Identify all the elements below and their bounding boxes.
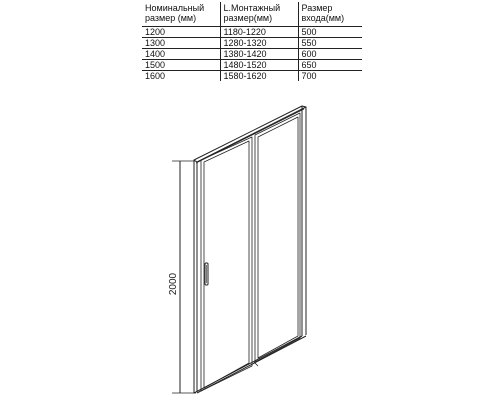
cell-nominal: 1600 — [142, 71, 220, 82]
cell-mounting: 1180-1220 — [220, 27, 298, 38]
door-frame — [194, 106, 306, 393]
header-nominal-size: Номинальный размер (мм) — [145, 3, 205, 23]
height-dimension-label: 2000 — [168, 272, 179, 296]
fixed-panel — [254, 113, 300, 366]
cell-mounting: 1380-1420 — [220, 49, 298, 60]
cell-nominal: 1400 — [142, 49, 220, 60]
cell-entrance: 700 — [298, 71, 362, 82]
cell-nominal: 1500 — [142, 60, 220, 71]
cell-entrance: 650 — [298, 60, 362, 71]
cell-nominal: 1300 — [142, 38, 220, 49]
door-handle-icon — [205, 263, 208, 285]
cell-nominal: 1200 — [142, 27, 220, 38]
sliding-panel — [201, 137, 252, 391]
cell-mounting: 1580-1620 — [220, 71, 298, 82]
header-entrance-size: Размер входа(мм) — [298, 2, 362, 27]
cell-entrance: 550 — [298, 38, 362, 49]
header-mounting-size: L.Монтажный размер(мм) — [220, 2, 298, 27]
cell-entrance: 600 — [298, 49, 362, 60]
cell-mounting: 1280-1320 — [220, 38, 298, 49]
cell-entrance: 500 — [298, 27, 362, 38]
cell-mounting: 1480-1520 — [220, 60, 298, 71]
